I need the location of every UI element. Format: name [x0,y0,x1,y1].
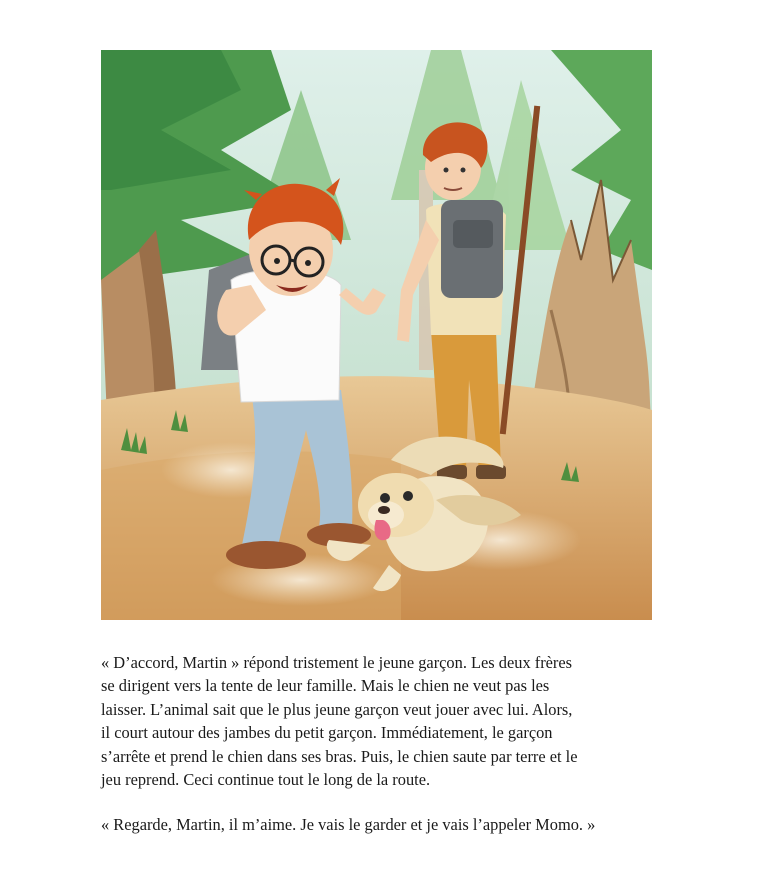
story-line: laisser. L’animal sait que le plus jeune garçon veut jouer avec lui. Alors, [101,699,573,719]
dialogue-line: « Regarde, Martin, il m’aime. Je vais le garder et je vais l’appeler Momo. » [101,815,596,835]
story-illustration [101,50,652,620]
story-line: s’arrête et prend le chien dans ses bras. Puis, le chien saute par terre et le [101,746,578,766]
dialogue-paragraph [101,813,661,836]
story-text [101,651,661,837]
story-paragraph [101,651,661,791]
story-line: jeu reprend. Ceci continue tout le long de la route. [101,770,431,790]
story-line: « D’accord, Martin » répond tristement le jeune garçon. Les deux frères [101,653,573,672]
story-line: il court autour des jambes du petit garçon. Immédiatement, le garçon [101,723,553,743]
story-line: se dirigent vers la tente de leur famille. Mais le chien ne veut pas les [101,676,550,696]
illustration-artwork [101,50,652,620]
